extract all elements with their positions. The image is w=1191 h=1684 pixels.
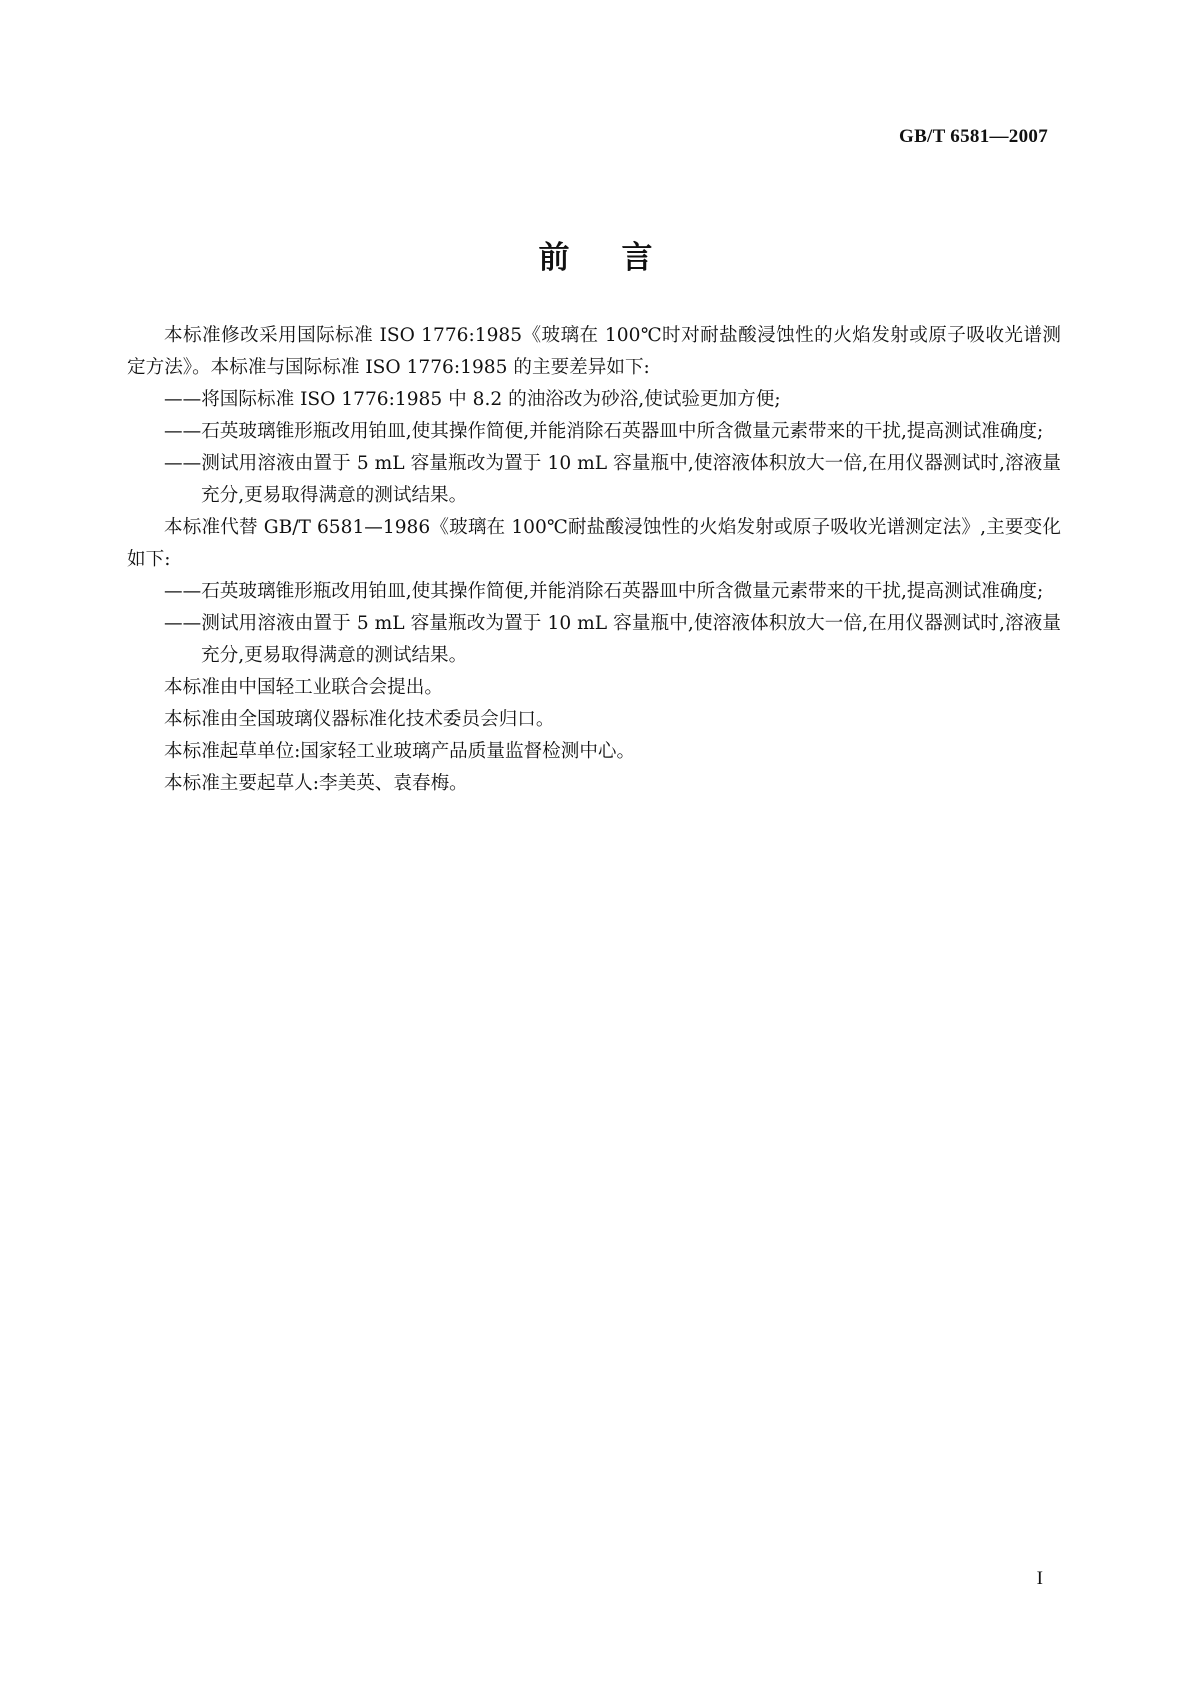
- change-item-1: ——石英玻璃锥形瓶改用铂皿,使其操作简便,并能消除石英器皿中所含微量元素带来的干扰,提高测试准确度;: [164, 581, 1044, 602]
- page-title: 前言: [538, 240, 705, 276]
- change-item-2: ——测试用溶液由置于 5 mL 容量瓶改为置于 10 mL 容量瓶中,使溶液体积放大一倍,在用仪器测试时,溶液量充分,更易取得满意的测试结果。: [164, 613, 1061, 666]
- paragraph-proposer: 本标准由中国轻工业联合会提出。: [164, 677, 443, 698]
- foreword-body: [127, 320, 1061, 800]
- paragraph-drafting-unit: 本标准起草单位:国家轻工业玻璃产品质量监督检测中心。: [164, 741, 636, 762]
- paragraph-replacement: 本标准代替 GB/T 6581—1986《玻璃在 100℃耐盐酸浸蚀性的火焰发射或原子吸收光谱测定法》,主要变化如下:: [127, 517, 1061, 570]
- page-number: I: [1036, 1568, 1043, 1589]
- difference-item-3: ——测试用溶液由置于 5 mL 容量瓶改为置于 10 mL 容量瓶中,使溶液体积放大一倍,在用仪器测试时,溶液量充分,更易取得满意的测试结果。: [164, 453, 1061, 506]
- paragraph-adoption: 本标准修改采用国际标准 ISO 1776:1985《玻璃在 100℃时对耐盐酸浸蚀性的火焰发射或原子吸收光谱测定方法》。本标准与国际标准 ISO 1776:1985 的主要差异如下:: [127, 325, 1061, 378]
- difference-item-2: ——石英玻璃锥形瓶改用铂皿,使其操作简便,并能消除石英器皿中所含微量元素带来的干扰,提高测试准确度;: [164, 421, 1044, 442]
- standard-number-header: GB/T 6581—2007: [898, 126, 1048, 147]
- paragraph-committee: 本标准由全国玻璃仪器标准化技术委员会归口。: [164, 709, 555, 730]
- paragraph-drafters: 本标准主要起草人:李美英、袁春梅。: [164, 773, 468, 794]
- difference-item-1: ——将国际标准 ISO 1776:1985 中 8.2 的油浴改为砂浴,使试验更加方便;: [164, 389, 781, 410]
